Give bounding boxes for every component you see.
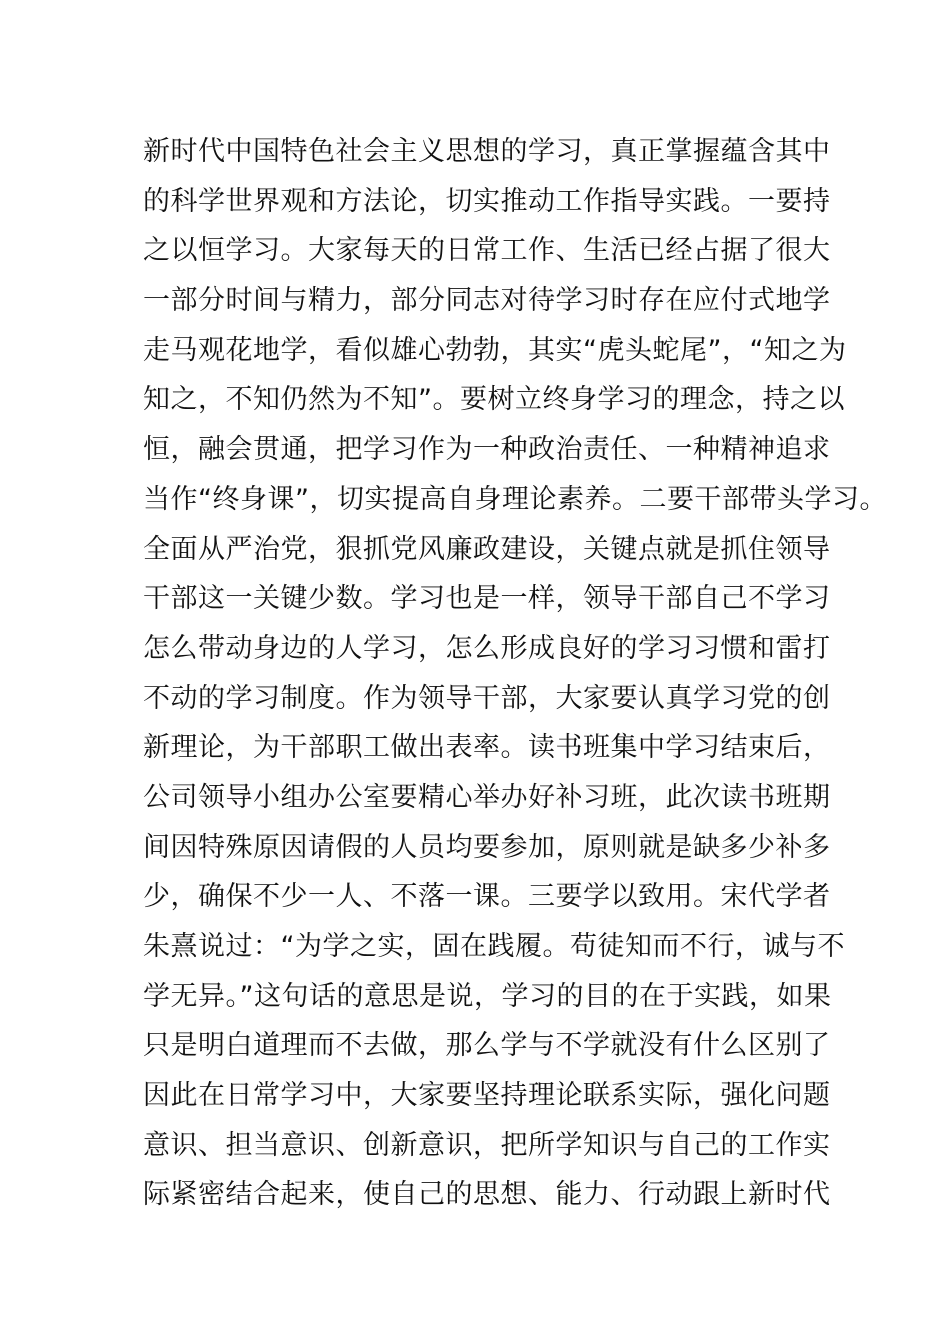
text-line: 少，确保不少一人、不落一课。三要学以致用。宋代学者 xyxy=(143,881,831,913)
text-line: 不动的学习制度。作为领导干部，大家要认真学习党的创 xyxy=(143,682,831,714)
text-line: 因此在日常学习中，大家要坚持理论联系实际，强化问题 xyxy=(143,1080,831,1112)
text-line: 意识、担当意识、创新意识，把所学知识与自己的工作实 xyxy=(143,1129,831,1161)
text-line: 公司领导小组办公室要精心举办好补习班，此次读书班期 xyxy=(143,781,831,813)
text-line: 当作“终身课”，切实提高自身理论素养。二要干部带头学习。 xyxy=(143,483,887,515)
text-line: 只是明白道理而不去做，那么学与不学就没有什么区别了 xyxy=(143,1030,831,1062)
text-line: 际紧密结合起来，使自己的思想、能力、行动跟上新时代 xyxy=(143,1179,831,1211)
text-line: 朱熹说过：“为学之实，固在践履。苟徒知而不行，诚与不 xyxy=(143,931,845,962)
text-line: 走马观花地学，看似雄心勃勃，其实“虎头蛇尾”，“知之为 xyxy=(143,334,847,366)
text-line: 新理论，为干部职工做出表率。读书班集中学习结束后， xyxy=(143,732,831,764)
text-line: 的科学世界观和方法论，切实推动工作指导实践。一要持 xyxy=(143,185,831,217)
text-line: 一部分时间与精力，部分同志对待学习时存在应付式地学 xyxy=(143,285,831,317)
text-line: 干部这一关键少数。学习也是一样，领导干部自己不学习 xyxy=(143,583,831,615)
text-line: 新时代中国特色社会主义思想的学习，真正掌握蕴含其中 xyxy=(143,136,831,167)
text-line: 之以恒学习。大家每天的日常工作、生活已经占据了很大 xyxy=(143,235,831,267)
text-line: 全面从严治党，狠抓党风廉政建设，关键点就是抓住领导 xyxy=(143,533,831,565)
text-line: 间因特殊原因请假的人员均要参加，原则就是缺多少补多 xyxy=(143,831,831,863)
text-line: 知之，不知仍然为不知”。要树立终身学习的理念，持之以 xyxy=(143,384,845,416)
text-line: 学无异。”这句话的意思是说，学习的目的在于实践，如果 xyxy=(143,980,832,1012)
text-line: 怎么带动身边的人学习，怎么形成良好的学习习惯和雷打 xyxy=(143,632,831,664)
text-line: 恒，融会贯通，把学习作为一种政治责任、一种精神追求 xyxy=(143,434,831,466)
body-text xyxy=(143,127,887,1220)
